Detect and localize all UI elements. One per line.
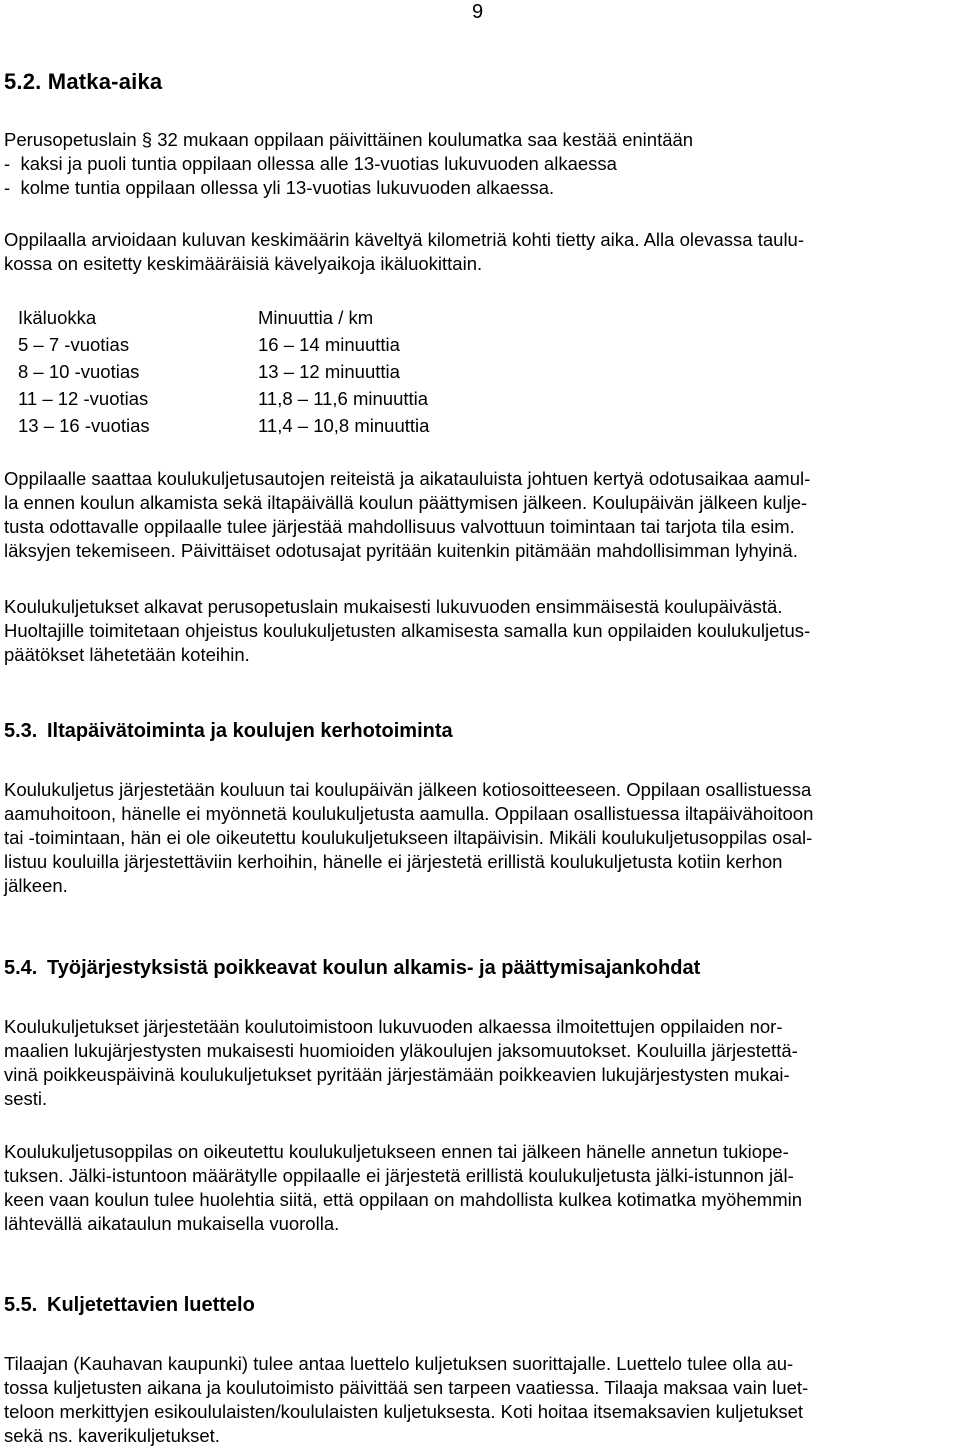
paragraph-line: tuksen. Jälki-istuntoon määrätylle oppilaalle ei järjestetä erillistä koulukuljetusta jälki-istunnon jäl- (4, 1165, 794, 1186)
section-5-5-para (4, 1352, 957, 1448)
section-title: Kuljetettavien luettelo (47, 1294, 255, 1316)
section-number: 5.5. (4, 1294, 38, 1316)
paragraph-line: Koulukuljetusoppilas on oikeutettu koulukuljetukseen ennen tai jälkeen hänelle annetun tukiope- (4, 1141, 789, 1162)
paragraph-line: keen vaan koulun tulee huolehtia siitä, että oppilaan on mahdollista kulkea kotimatka myöhemmin (4, 1189, 803, 1210)
table-header-row (18, 306, 429, 333)
table-cell: 8 – 10 -vuotias (18, 361, 140, 382)
paragraph-line: tossa kuljetusten aikana ja koulutoimisto päivittää sen tarpeen vaatiessa. Tilaaja maksaa vain luet- (4, 1377, 809, 1398)
section-5-3-para (4, 778, 957, 898)
section-title: Iltapäivätoiminta ja koulujen kerhotoiminta (47, 720, 453, 742)
section-5-4-para2 (4, 1140, 957, 1236)
table-row (18, 387, 429, 414)
paragraph-line: lähtevällä aikataulun mukaisella vuorolla. (4, 1213, 340, 1234)
paragraph-line: Huoltajille toimitetaan ohjeistus koulukuljetusten alkamisesta samalla kun oppilaiden koulukuljetus- (4, 620, 811, 641)
paragraph-line: vinä poikkeuspäivinä koulukuljetukset pyritään järjestämään poikkeavien lukujärjestysten mukai- (4, 1064, 790, 1085)
walking-time-table (18, 306, 429, 441)
table-row (18, 414, 429, 441)
section-5-2-intro (4, 128, 957, 200)
paragraph-line: teloon merkittyjen esikoululaisten/koululaisten kuljetuksesta. Koti hoitaa itsemaksavien kuljetukset (4, 1401, 804, 1422)
table-cell: 11 – 12 -vuotias (18, 388, 149, 409)
table-cell: 5 – 7 -vuotias (18, 334, 130, 355)
paragraph-line: Koulukuljetukset järjestetään koulutoimistoon lukuvuoden alkaessa ilmoitettujen oppilaiden nor- (4, 1016, 783, 1037)
paragraph-line: aamuhoitoon, hänelle ei myönnetä koulukuljetusta aamulla. Oppilaan osallistuessa iltapäivähoitoon (4, 803, 814, 824)
paragraph-line: Koulukuljetukset alkavat perusopetuslain mukaisesti lukuvuoden ensimmäisestä koulupäivästä. (4, 596, 783, 617)
section-heading-5-3 (4, 718, 453, 744)
paragraph-line: Oppilaalle saattaa koulukuljetusautojen reiteistä ja aikatauluista johtuen kertyä odotusaikaa aamul- (4, 468, 811, 489)
paragraph-line: tusta odottavalle oppilaalle tulee järjestää mahdollisuus valvottuun toimintaan tai tarjota tila esim. (4, 516, 795, 537)
paragraph-line: päätökset lähetetään koteihin. (4, 644, 250, 665)
table-cell: 11,8 – 11,6 minuuttia (258, 388, 429, 409)
paragraph-line: jälkeen. (4, 875, 68, 896)
section-heading-5-2: 5.2. Matka-aika (4, 69, 163, 94)
table-cell: 13 – 16 -vuotias (18, 415, 150, 436)
paragraph-line: läksyjen tekemiseen. Päivittäiset odotusajat pyritään kuitenkin pitämään mahdollisimman lyhyinä. (4, 540, 798, 561)
intro-text: Perusopetuslain § 32 mukaan oppilaan päivittäinen koulumatka saa kestää enintään (4, 129, 694, 150)
table-cell: 13 – 12 minuuttia (258, 361, 400, 382)
table-header: Ikäluokka (18, 307, 97, 328)
paragraph-line: listuu kouluilla järjestettäviin kerhoihin, hänelle ei järjestetä erillistä koulukuljetusta kotiin kerhon (4, 851, 783, 872)
page-number: 9 (472, 1, 484, 23)
section-number: 5.3. (4, 720, 38, 742)
table-row (18, 333, 429, 360)
paragraph-line: sekä ns. kaverikuljetukset. (4, 1425, 220, 1446)
section-heading-5-5 (4, 1292, 255, 1318)
bullet-item: - kolme tuntia oppilaan ollessa yli 13-vuotias lukuvuoden alkaessa. (4, 177, 555, 198)
paragraph-line: tai -toimintaan, hän ei ole oikeutettu koulukuljetukseen iltapäivisin. Mikäli koulukuljetusoppilas osal- (4, 827, 813, 848)
paragraph-line: maalien lukujärjestysten mukaisesti huomioiden yläkoulujen jaksomuutokset. Kouluilla järjestettä- (4, 1040, 798, 1061)
paragraph-line: Tilaajan (Kauhavan kaupunki) tulee antaa luettelo kuljetuksen suorittajalle. Luettelo tulee olla au- (4, 1353, 794, 1374)
table-cell: 16 – 14 minuuttia (258, 334, 400, 355)
section-5-2-para3 (4, 467, 957, 563)
section-5-4-para1 (4, 1015, 957, 1111)
paragraph-line: sesti. (4, 1088, 48, 1109)
section-number: 5.4. (4, 957, 38, 979)
section-5-2-para2 (4, 228, 957, 276)
paragraph-line: Oppilaalla arvioidaan kuluvan keskimäärin käveltyä kilometriä kohti tietty aika. Alla olevassa taulu- (4, 229, 805, 250)
table-cell: 11,4 – 10,8 minuuttia (258, 415, 430, 436)
section-title: Työjärjestyksistä poikkeavat koulun alkamis- ja päättymisajankohdat (47, 957, 701, 979)
table-header: Minuuttia / km (258, 307, 374, 328)
table-row (18, 360, 429, 387)
section-heading-5-4 (4, 955, 700, 981)
paragraph-line: kossa on esitetty keskimääräisiä kävelyaikoja ikäluokittain. (4, 253, 483, 274)
paragraph-line: la ennen koulun alkamista sekä iltapäivällä koulun päättymisen jälkeen. Koulupäivän jälkeen kulje- (4, 492, 808, 513)
bullet-item: - kaksi ja puoli tuntia oppilaan ollessa alle 13-vuotias lukuvuoden alkaessa (4, 153, 617, 174)
section-5-2-para4 (4, 595, 957, 667)
paragraph-line: Koulukuljetus järjestetään kouluun tai koulupäivän jälkeen kotiosoitteeseen. Oppilaan osallistuessa (4, 779, 812, 800)
